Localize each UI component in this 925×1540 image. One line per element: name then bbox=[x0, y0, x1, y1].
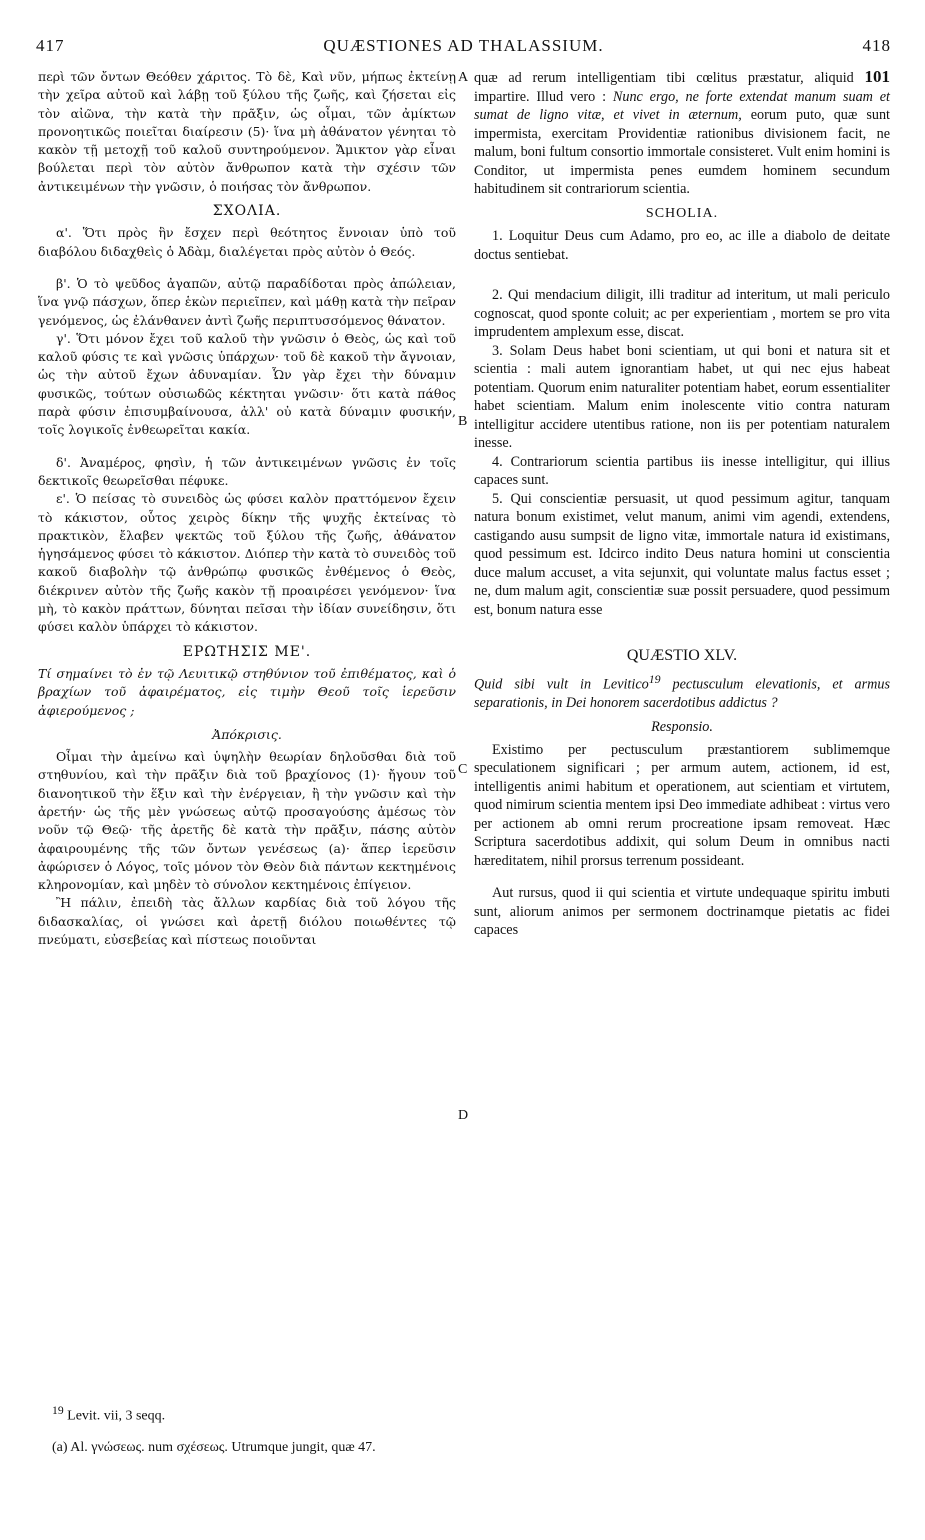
greek-column bbox=[38, 68, 456, 949]
latin-response-title: Responsio. bbox=[651, 719, 713, 736]
greek-question-title: ΕΡΩΤΗΣΙΣ ΜΕ'. bbox=[182, 643, 312, 660]
greek-response-2: Ἢ πάλιν, ἐπειδὴ τὰς ἄλλων καρδίας διὰ τοῦ λόγου τῆς διδασκαλίας, οἱ γνώσει καὶ ἀρετῇ διόλου ποιωθέντες τῷ πνεύματι, εὐσεβείας καὶ πίστεως ποιοῦνται bbox=[38, 895, 456, 948]
margin-letter-a: A bbox=[458, 70, 469, 85]
margin-letter-c: C bbox=[458, 762, 468, 777]
page-number-right: 418 bbox=[862, 36, 891, 55]
greek-intro: περὶ τῶν ὄντων Θεόθεν χάριτος. Τὸ δὲ, Καὶ νῦν, μήπως ἐκτείνῃ τὴν χεῖρα αὐτοῦ καὶ λάβῃ τοῦ ξύλου τῆς ζωῆς, καὶ ζήσεται εἰς τὸν αἰῶνα, τὴν κατὰ τὴν πρᾶξιν, ὡς οἶμαι, τῶν ἀμίκτων προνοητικῶς ποιεῖται διαίρεσιν (5)· ἵνα μὴ ἀθάνατον γένηται τὸ κακὸν τῇ μετοχῇ τοῦ καλοῦ συντηρούμενον. Ἄμικτον γὰρ εἶναι βούλεται περὶ τὸν αὐτὸν ἄνθρωπον κατὰ τὴν σχέσιν τῶν ἀντικειμένων τὴν γνῶσιν, ὁ ποιήσας τὸν ἄνθρωπον. bbox=[38, 69, 456, 194]
running-header bbox=[36, 36, 891, 58]
footnote-1-text: Levit. vii, 3 seqq. bbox=[67, 1408, 166, 1424]
latin-scholia-title: SCHOLIA. bbox=[645, 205, 719, 221]
latin-scholion-4: 4. Contrariorum scientia partibus iis inesse intelligitur, qui illius capaces sunt. bbox=[474, 453, 890, 488]
latin-intro-a: quæ ad rerum intelligentiam tibi cœlitus præstatur, aliquid bbox=[474, 70, 854, 86]
latin-question-b: pectusculum elevationis, et armus separationis, in Dei honorem sacerdotibus addictus ? bbox=[474, 676, 891, 711]
latin-intro-c: eorum puto, quæ sunt impermista, exercitam Providentiæ rationibus divisionem facit, ne malum, boni fultum consortio immortale consisteret. Vult enim homini is Conditor, ut impermista penes eumdem hominem secundum habitudinem sit contrariorum scientia. bbox=[474, 107, 890, 197]
latin-intro bbox=[474, 68, 890, 199]
column-number: 101 bbox=[864, 67, 890, 86]
latin-question-footnote-ref: 19 bbox=[648, 671, 661, 686]
latin-response-2: Aut rursus, quod ii qui scientia et virtute undequaque spiritu imbuti sunt, aliorum animos per sermonem doctrinamque pietatis ac fidei capaces bbox=[474, 885, 890, 939]
latin-question-title: QUÆSTIO XLV. bbox=[626, 647, 738, 664]
page-number-left: 417 bbox=[36, 36, 65, 55]
greek-question-text: Τί σημαίνει τὸ ἐν τῷ Λευιτικῷ στηθύνιον τοῦ ἐπιθέματος, καὶ ὁ βραχίων τοῦ ἀφαιρέματος, εἰς τιμὴν Θεοῦ τοῖς ἱερεῦσιν ἀφιερούμενος ; bbox=[38, 665, 456, 718]
latin-intro-quote: Nunc ergo, ne forte extendat manum suam et sumat de ligno vitæ, et vivet in æternum, bbox=[474, 88, 890, 123]
greek-scholion-4: δ'. Ἀναμέρος, φησὶν, ἡ τῶν ἀντικειμένων γνῶσις ἐν τοῖς δεκτικοῖς θεωρεῖσθαι πέφυκε. bbox=[38, 454, 456, 488]
greek-response-1: Οἶμαι τὴν ἀμείνω καὶ ὑψηλὴν θεωρίαν δηλοῦσθαι διὰ τοῦ στηθυνίου, καὶ τὴν πρᾶξιν διὰ τοῦ βραχίονος (1)· ἤγουν τοῦ διανοητικοῦ τὴν ἕξιν καὶ τὴν ἐνέργειαν, ἢ τὴν γνῶσιν καὶ τὴν ἀρετήν· ὡς τῆς μὲν γνώσεως αὐτῷ προσαγούσης ἀμέσως τὸν νοῦν τῷ Θεῷ· τῆς ἀρετῆς δὲ κατὰ τὴν πρᾶξιν, πάσης αὐτὸν ἀφαιρουμένης τῆς τῶν ὄντων γενέσεως (a)· ἅπερ ἱερεῦσιν ἀφώρισεν ὁ Λόγος, τοῖς μόνον τὸν Θεὸν διὰ πάντων κεκτημένοις κληρονομίαν, καὶ μηδὲν τὸ σύνολον κεκτημένοις ἐπίγειον. bbox=[38, 749, 456, 893]
latin-scholion-1: 1. Loquitur Deus cum Adamo, pro eo, ac ille a diabolo de deitate doctus sentiebat. bbox=[474, 228, 890, 263]
latin-scholion-2: 2. Qui mendacium diligit, illi traditur ad interitum, ut mali periculo cognoscat, quod sponte coluit; ac per experientiam , mortem se pro vita imprudentem amplexum esse, discat. bbox=[474, 287, 890, 340]
latin-scholion-3: 3. Solam Deus habet boni scientiam, ut qui boni et natura sit et scientia : mali autem ignorantiam habet, ut qui nec ejus habeat potentiam. Quorum enim naturaliter potentiam habet, eorum essentialiter habet scientiam. Malum enim inolescente vitio contra naturam intelligitur accidere utentibus ratione, non iis per potentiam naturalem inesse. bbox=[474, 342, 890, 451]
latin-response-1: Existimo per pectusculum præstantiorem sublimemque speculationem significari ; per armum autem, actionem, id est, intelligentis animi habitum et operationem, aut scientiam et virtutem, quod nimirum scientia mentem ipsi Deo immediate adhibeat : virtus vero per actionem ab omni rerum procreatione ipsam removeat. Hæc Scriptura sacerdotibus addixit, qui solum Deum in omnibus nacti hæreditatem, nihil prorsus terrenum possideant. bbox=[474, 741, 890, 869]
greek-scholion-3: γ'. Ὅτι μόνον ἔχει τοῦ καλοῦ τὴν γνῶσιν ὁ Θεὸς, ὡς καὶ τοῦ καλοῦ φύσις τε καὶ γνῶσις ὑπάρχων· τοῦ δὲ κακοῦ τὴν ἄγνοιαν, ὡς τὴν αὐτοῦ ἔχων ἀδυναμίαν. Ὧν γὰρ ἔχει τὴν δύναμιν φυσικῶς, τούτων οὐσιωδῶς κέκτηται γνῶσιν· ὅτι κατὰ πάθος παρὰ φύσιν ἐπισυμβαίνουσα, ἀλλ' οὐ κατὰ δύναμιν φυσικήν, τοῖς λογικοῖς ἐνθεωρεῖται κακία. bbox=[38, 330, 456, 438]
latin-question-text bbox=[474, 670, 890, 713]
footnote-2: (a) Al. γνώσεως. num σχέσεως. Utrumque jungit, quæ 47. bbox=[52, 1440, 376, 1455]
greek-response-title: Ἀπόκρισις. bbox=[212, 726, 282, 742]
running-title: QUÆSTIONES AD THALASSIUM. bbox=[323, 36, 604, 55]
footnote-1-number: 19 bbox=[52, 1404, 64, 1417]
greek-scholia-title: ΣΧΟΛΙΑ. bbox=[212, 203, 282, 220]
margin-letter-d: D bbox=[458, 1108, 469, 1123]
latin-column bbox=[474, 68, 890, 940]
latin-intro-b: impartire. Illud vero : bbox=[474, 88, 607, 105]
greek-scholion-2: β'. Ὁ τὸ ψεῦδος ἀγαπῶν, αὐτῷ παραδίδοται πρὸς ἀπώλειαν, ἵνα γνῷ πάσχων, ὅπερ ἑκὼν περιεῖπεν, καὶ μάθῃ κατὰ τὴν πεῖραν γενόμενος, ὡς ἐλάνθανεν ἀντὶ ζωῆς περιπτυσσόμενος θάνατον. bbox=[38, 275, 456, 328]
latin-scholion-5: 5. Qui conscientiæ persuasit, ut quod pessimum agitur, tanquam natura bonum existimet, velut manum, animi vim agendi, extendens, castigando ausu sumpsit de ligno vitæ, immortale natura id existimans, quod pessimum est. Idcirco indito Deus natura homini ut conscientia duce malum accuset, a vita sejunxit, qui voluntate malus factus esset ; ne, dum malum agit, conscientiæ suæ possit persuadere, quod pessimum est, bonum natura esse bbox=[474, 490, 890, 618]
margin-letter-b: B bbox=[458, 414, 468, 429]
footnote-1 bbox=[52, 1404, 165, 1425]
greek-scholion-5: ε'. Ὁ πείσας τὸ συνειδὸς ὡς φύσει καλὸν πραττόμενον ἔχειν τὸ κάκιστον, οὗτος χειρὸς δίκην τῆς ψυχῆς ἐκτείνας τὸ πρακτικὸν, ἔλαβεν ψεκτῶς τοῦ ξύλου τῆς ζωῆς, ἀθάνατον ἡγησάμενος φύσει τὸ κάκιστον. Διόπερ τὴν κατὰ τὸ συνειδὸς τοῦ κακοῦ διαβολὴν τῷ ἀνθρώπῳ φυσικῶς ἐνθέμενος ὁ Θεὸς, διέκρινεν αὐτὸν τῆς ζωῆς κακὸν τῇ προαιρέσει γενόμενον· ἵνα μὴ, τὸ κακὸν πράττων, δύνηται πεῖσαι τὴν ἰδίαν συνείδησιν, ὅτι φύσει καλὸν ὑπάρχει τὸ κάκιστον. bbox=[38, 491, 456, 635]
greek-scholion-1: α'. Ὅτι πρὸς ἣν ἔσχεν περὶ θεότητος ἔννοιαν ὑπὸ τοῦ διαβόλου διδαχθεὶς ὁ Ἀδὰμ, διαλέγεται πρὸς αὐτὸν ὁ Θεός. bbox=[38, 225, 456, 259]
latin-question-a: Quid sibi vult in Levitico bbox=[474, 676, 649, 693]
